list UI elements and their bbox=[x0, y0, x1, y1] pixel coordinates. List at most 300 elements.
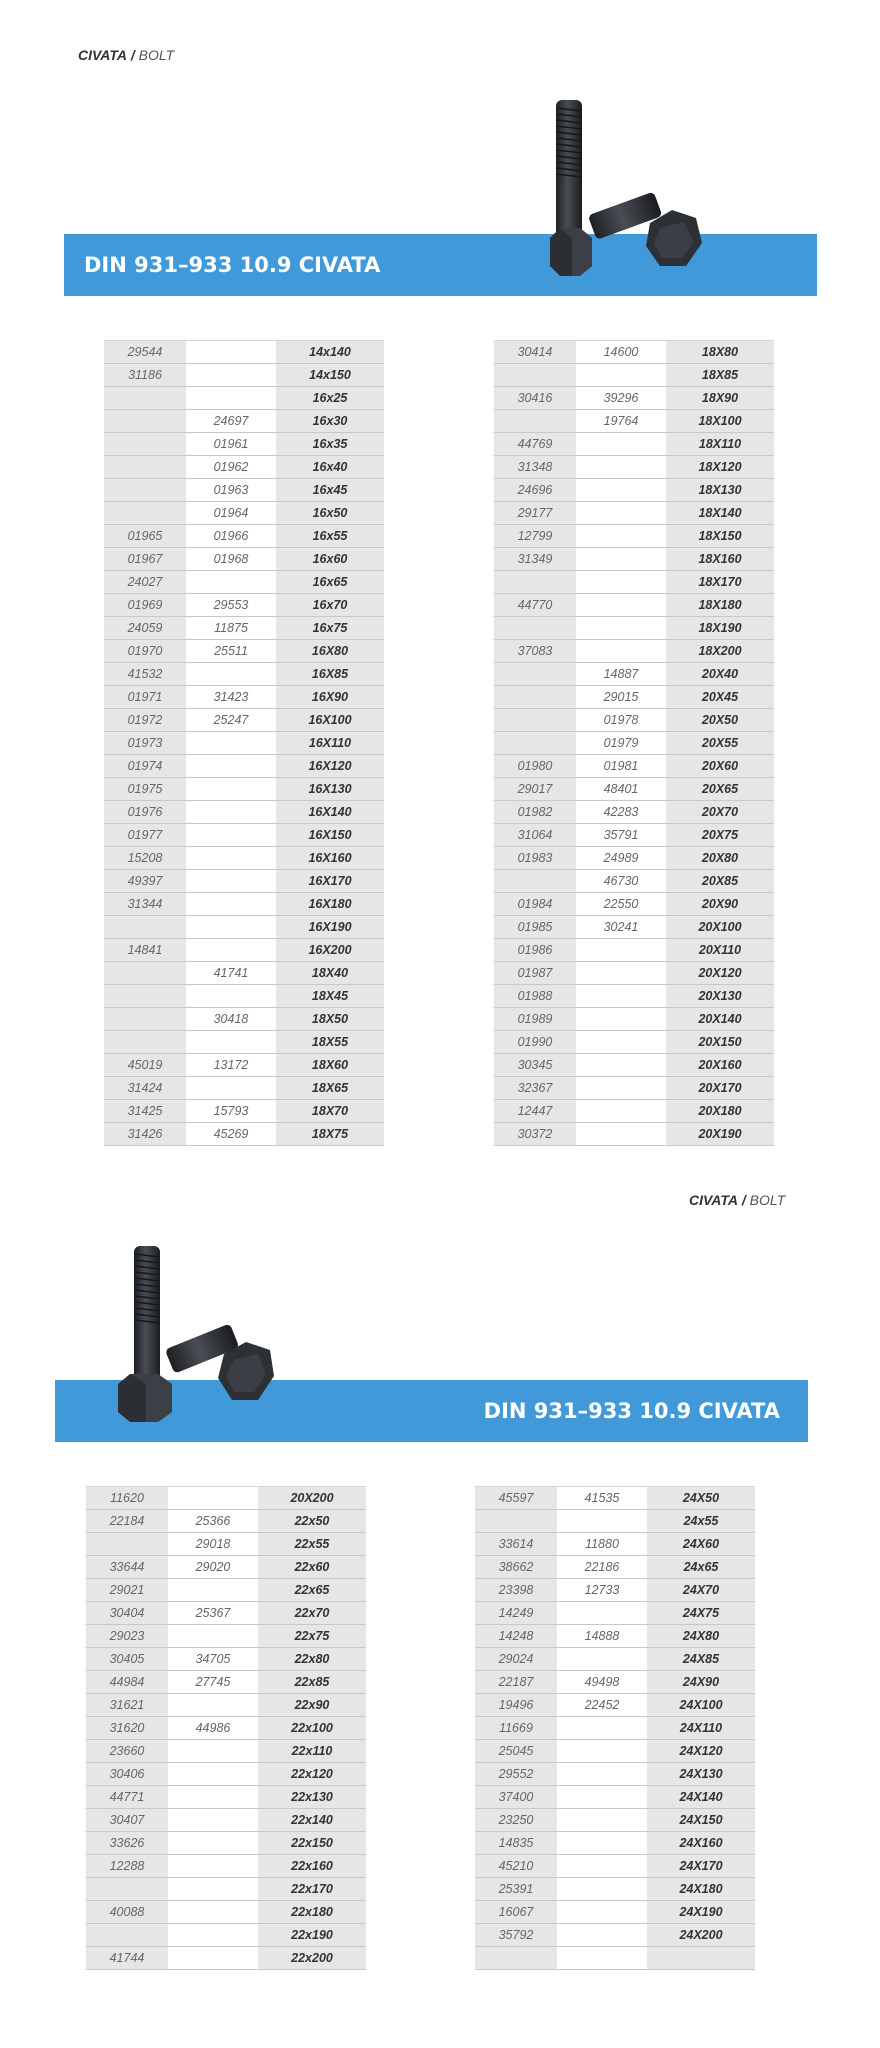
code-cell-a bbox=[104, 916, 186, 939]
table-row bbox=[494, 732, 774, 755]
code-cell-b: 30241 bbox=[576, 916, 666, 939]
size-cell: 20X70 bbox=[666, 801, 774, 824]
code-cell-b bbox=[186, 755, 276, 778]
size-cell: 24X110 bbox=[647, 1717, 755, 1740]
table-row bbox=[104, 824, 384, 847]
table-row bbox=[104, 456, 384, 479]
table-row bbox=[104, 1100, 384, 1123]
code-cell-b: 24989 bbox=[576, 847, 666, 870]
size-cell: 16X170 bbox=[276, 870, 384, 893]
table-row bbox=[475, 1717, 755, 1740]
code-cell-b: 22186 bbox=[557, 1556, 647, 1579]
code-cell-b bbox=[186, 387, 276, 410]
code-cell-a: 01972 bbox=[104, 709, 186, 732]
code-cell-a: 31426 bbox=[104, 1123, 186, 1146]
code-cell-b bbox=[168, 1901, 258, 1924]
table-row bbox=[104, 433, 384, 456]
section-label-sep: / bbox=[130, 47, 135, 63]
code-cell-b: 29018 bbox=[168, 1533, 258, 1556]
size-cell: 24X150 bbox=[647, 1809, 755, 1832]
code-cell-b bbox=[576, 1031, 666, 1054]
code-cell-a: 37083 bbox=[494, 640, 576, 663]
code-cell-b bbox=[576, 985, 666, 1008]
code-cell-a: 14249 bbox=[475, 1602, 557, 1625]
size-cell: 22x150 bbox=[258, 1832, 366, 1855]
size-cell: 20X190 bbox=[666, 1123, 774, 1146]
section-label-main: CIVATA bbox=[689, 1192, 738, 1208]
code-cell-b bbox=[576, 1008, 666, 1031]
table-row bbox=[494, 801, 774, 824]
table-row bbox=[104, 801, 384, 824]
table-row bbox=[86, 1579, 366, 1602]
table-row bbox=[104, 1031, 384, 1054]
code-cell-a bbox=[494, 732, 576, 755]
code-cell-b bbox=[576, 962, 666, 985]
code-cell-a: 01984 bbox=[494, 893, 576, 916]
table-row bbox=[86, 1533, 366, 1556]
code-cell-a: 23660 bbox=[86, 1740, 168, 1763]
size-cell: 16X150 bbox=[276, 824, 384, 847]
code-cell-b: 29020 bbox=[168, 1556, 258, 1579]
code-cell-b bbox=[168, 1924, 258, 1947]
section-label-main: CIVATA bbox=[78, 47, 127, 63]
size-cell: 22x55 bbox=[258, 1533, 366, 1556]
code-cell-b bbox=[576, 479, 666, 502]
size-cell: 22x140 bbox=[258, 1809, 366, 1832]
table-row bbox=[494, 410, 774, 433]
table-row bbox=[104, 502, 384, 525]
size-table-right bbox=[475, 1486, 755, 1970]
code-cell-b bbox=[186, 1077, 276, 1100]
size-cell: 22x85 bbox=[258, 1671, 366, 1694]
size-cell: 16X200 bbox=[276, 939, 384, 962]
code-cell-b bbox=[576, 1100, 666, 1123]
table-row bbox=[475, 1510, 755, 1533]
code-cell-b bbox=[168, 1740, 258, 1763]
code-cell-b: 01962 bbox=[186, 456, 276, 479]
size-cell: 20X85 bbox=[666, 870, 774, 893]
code-cell-b bbox=[557, 1510, 647, 1533]
code-cell-a: 44769 bbox=[494, 433, 576, 456]
code-cell-b bbox=[576, 1054, 666, 1077]
code-cell-b: 41741 bbox=[186, 962, 276, 985]
size-cell: 20X120 bbox=[666, 962, 774, 985]
table-row bbox=[494, 341, 774, 364]
table-row bbox=[104, 939, 384, 962]
code-cell-a bbox=[494, 410, 576, 433]
code-cell-a bbox=[86, 1924, 168, 1947]
size-cell: 20X170 bbox=[666, 1077, 774, 1100]
code-cell-a: 31348 bbox=[494, 456, 576, 479]
code-cell-b: 22452 bbox=[557, 1694, 647, 1717]
code-cell-b bbox=[557, 1901, 647, 1924]
code-cell-b: 22550 bbox=[576, 893, 666, 916]
size-cell: 16X120 bbox=[276, 755, 384, 778]
code-cell-a bbox=[104, 962, 186, 985]
code-cell-b bbox=[576, 1077, 666, 1100]
code-cell-b bbox=[576, 364, 666, 387]
code-cell-b bbox=[576, 548, 666, 571]
table-row bbox=[494, 1054, 774, 1077]
table-row bbox=[475, 1579, 755, 1602]
table-row bbox=[475, 1924, 755, 1947]
size-cell: 18X60 bbox=[276, 1054, 384, 1077]
size-cell: 18X200 bbox=[666, 640, 774, 663]
size-cell: 16X130 bbox=[276, 778, 384, 801]
table-row bbox=[494, 893, 774, 916]
size-cell: 20X160 bbox=[666, 1054, 774, 1077]
table-row bbox=[494, 1100, 774, 1123]
code-cell-a: 01967 bbox=[104, 548, 186, 571]
table-row bbox=[104, 594, 384, 617]
code-cell-b bbox=[557, 1763, 647, 1786]
table-row bbox=[475, 1901, 755, 1924]
code-cell-a: 01970 bbox=[104, 640, 186, 663]
size-cell: 20X140 bbox=[666, 1008, 774, 1031]
table-row bbox=[86, 1786, 366, 1809]
code-cell-b bbox=[576, 617, 666, 640]
code-cell-b bbox=[576, 1123, 666, 1146]
code-cell-a: 45210 bbox=[475, 1855, 557, 1878]
table-row bbox=[86, 1648, 366, 1671]
code-cell-b bbox=[186, 364, 276, 387]
code-cell-a: 35792 bbox=[475, 1924, 557, 1947]
code-cell-a: 30345 bbox=[494, 1054, 576, 1077]
size-cell: 16X160 bbox=[276, 847, 384, 870]
size-cell: 20X150 bbox=[666, 1031, 774, 1054]
code-cell-a: 31620 bbox=[86, 1717, 168, 1740]
code-cell-a: 14841 bbox=[104, 939, 186, 962]
table-row bbox=[494, 502, 774, 525]
table-row bbox=[104, 548, 384, 571]
code-cell-a: 30416 bbox=[494, 387, 576, 410]
code-cell-b bbox=[576, 525, 666, 548]
table-row bbox=[494, 663, 774, 686]
size-cell: 24X180 bbox=[647, 1878, 755, 1901]
size-cell: 20X45 bbox=[666, 686, 774, 709]
code-cell-a: 31424 bbox=[104, 1077, 186, 1100]
banner-title: DIN 931–933 10.9 CIVATA bbox=[84, 253, 381, 277]
size-cell: 18X50 bbox=[276, 1008, 384, 1031]
size-cell: 18X110 bbox=[666, 433, 774, 456]
size-cell: 16x30 bbox=[276, 410, 384, 433]
code-cell-b bbox=[168, 1832, 258, 1855]
table-row bbox=[104, 1077, 384, 1100]
size-cell: 18X180 bbox=[666, 594, 774, 617]
table-row bbox=[86, 1924, 366, 1947]
code-cell-b bbox=[186, 778, 276, 801]
size-cell: 22x80 bbox=[258, 1648, 366, 1671]
size-table-left bbox=[86, 1486, 366, 1970]
code-cell-b bbox=[576, 502, 666, 525]
table-row bbox=[475, 1809, 755, 1832]
code-cell-a: 44771 bbox=[86, 1786, 168, 1809]
code-cell-a: 29017 bbox=[494, 778, 576, 801]
table-row bbox=[475, 1556, 755, 1579]
table-row bbox=[86, 1625, 366, 1648]
code-cell-b bbox=[186, 663, 276, 686]
size-cell: 24X130 bbox=[647, 1763, 755, 1786]
code-cell-a: 30372 bbox=[494, 1123, 576, 1146]
code-cell-b bbox=[168, 1625, 258, 1648]
code-cell-a: 01974 bbox=[104, 755, 186, 778]
size-cell: 24X90 bbox=[647, 1671, 755, 1694]
code-cell-a: 37400 bbox=[475, 1786, 557, 1809]
code-cell-b: 44986 bbox=[168, 1717, 258, 1740]
code-cell-b bbox=[557, 1947, 647, 1970]
code-cell-a: 29177 bbox=[494, 502, 576, 525]
code-cell-a: 11669 bbox=[475, 1717, 557, 1740]
code-cell-a: 49397 bbox=[104, 870, 186, 893]
code-cell-b: 01966 bbox=[186, 525, 276, 548]
table-row bbox=[494, 778, 774, 801]
table-row bbox=[86, 1878, 366, 1901]
code-cell-b: 31423 bbox=[186, 686, 276, 709]
size-cell: 22x50 bbox=[258, 1510, 366, 1533]
table-row bbox=[494, 824, 774, 847]
code-cell-a bbox=[104, 502, 186, 525]
code-cell-b: 01963 bbox=[186, 479, 276, 502]
code-cell-b: 14887 bbox=[576, 663, 666, 686]
code-cell-a: 44770 bbox=[494, 594, 576, 617]
code-cell-b: 48401 bbox=[576, 778, 666, 801]
table-row bbox=[104, 640, 384, 663]
code-cell-b: 25366 bbox=[168, 1510, 258, 1533]
code-cell-a: 01985 bbox=[494, 916, 576, 939]
table-row bbox=[104, 387, 384, 410]
banner-title: DIN 931–933 10.9 CIVATA bbox=[483, 1399, 780, 1423]
code-cell-a: 23250 bbox=[475, 1809, 557, 1832]
code-cell-b bbox=[168, 1786, 258, 1809]
code-cell-b bbox=[557, 1717, 647, 1740]
code-cell-a: 31425 bbox=[104, 1100, 186, 1123]
size-cell: 16x60 bbox=[276, 548, 384, 571]
size-cell: 14x150 bbox=[276, 364, 384, 387]
size-cell: 20X100 bbox=[666, 916, 774, 939]
code-cell-a: 01975 bbox=[104, 778, 186, 801]
code-cell-b: 30418 bbox=[186, 1008, 276, 1031]
size-cell: 18X170 bbox=[666, 571, 774, 594]
size-cell: 16X180 bbox=[276, 893, 384, 916]
size-cell bbox=[647, 1947, 755, 1970]
table-row bbox=[494, 962, 774, 985]
code-cell-a: 12799 bbox=[494, 525, 576, 548]
code-cell-b bbox=[186, 870, 276, 893]
code-cell-a: 40088 bbox=[86, 1901, 168, 1924]
code-cell-a: 01969 bbox=[104, 594, 186, 617]
size-cell: 18X75 bbox=[276, 1123, 384, 1146]
size-cell: 16x70 bbox=[276, 594, 384, 617]
code-cell-b: 25511 bbox=[186, 640, 276, 663]
code-cell-a: 01987 bbox=[494, 962, 576, 985]
code-cell-a bbox=[475, 1947, 557, 1970]
code-cell-a: 01980 bbox=[494, 755, 576, 778]
size-cell: 22x190 bbox=[258, 1924, 366, 1947]
table-row bbox=[104, 410, 384, 433]
table-row bbox=[475, 1625, 755, 1648]
code-cell-b bbox=[186, 939, 276, 962]
code-cell-a bbox=[104, 456, 186, 479]
code-cell-b bbox=[576, 640, 666, 663]
table-row bbox=[494, 479, 774, 502]
size-cell: 24X120 bbox=[647, 1740, 755, 1763]
code-cell-a bbox=[104, 479, 186, 502]
size-cell: 18X100 bbox=[666, 410, 774, 433]
code-cell-b bbox=[576, 939, 666, 962]
code-cell-a: 33644 bbox=[86, 1556, 168, 1579]
table-row bbox=[475, 1832, 755, 1855]
size-cell: 16X140 bbox=[276, 801, 384, 824]
code-cell-a bbox=[494, 571, 576, 594]
table-row bbox=[475, 1602, 755, 1625]
table-row bbox=[86, 1740, 366, 1763]
table-row bbox=[494, 1008, 774, 1031]
size-cell: 24X140 bbox=[647, 1786, 755, 1809]
code-cell-a bbox=[104, 985, 186, 1008]
table-row bbox=[494, 847, 774, 870]
code-cell-a: 01971 bbox=[104, 686, 186, 709]
code-cell-b bbox=[186, 916, 276, 939]
code-cell-a: 25391 bbox=[475, 1878, 557, 1901]
code-cell-b bbox=[186, 341, 276, 364]
size-cell: 22x180 bbox=[258, 1901, 366, 1924]
size-cell: 22x110 bbox=[258, 1740, 366, 1763]
size-cell: 16X100 bbox=[276, 709, 384, 732]
table-row bbox=[494, 755, 774, 778]
code-cell-b: 41535 bbox=[557, 1487, 647, 1510]
code-cell-a: 22187 bbox=[475, 1671, 557, 1694]
size-cell: 18X190 bbox=[666, 617, 774, 640]
code-cell-a: 01988 bbox=[494, 985, 576, 1008]
size-cell: 18X80 bbox=[666, 341, 774, 364]
code-cell-a bbox=[494, 364, 576, 387]
table-row bbox=[494, 985, 774, 1008]
table-row bbox=[104, 916, 384, 939]
code-cell-b bbox=[186, 1031, 276, 1054]
table-row bbox=[86, 1855, 366, 1878]
table-row bbox=[494, 548, 774, 571]
section-label bbox=[689, 1192, 785, 1208]
size-cell: 20X200 bbox=[258, 1487, 366, 1510]
table-row bbox=[475, 1786, 755, 1809]
size-cell: 20X90 bbox=[666, 893, 774, 916]
code-cell-b bbox=[186, 985, 276, 1008]
code-cell-a bbox=[494, 663, 576, 686]
code-cell-b bbox=[168, 1694, 258, 1717]
table-row bbox=[475, 1487, 755, 1510]
code-cell-b bbox=[557, 1809, 647, 1832]
size-cell: 22x65 bbox=[258, 1579, 366, 1602]
table-row bbox=[494, 939, 774, 962]
code-cell-b: 01968 bbox=[186, 548, 276, 571]
code-cell-a: 24027 bbox=[104, 571, 186, 594]
code-cell-b bbox=[168, 1487, 258, 1510]
size-cell: 14x140 bbox=[276, 341, 384, 364]
code-cell-a: 44984 bbox=[86, 1671, 168, 1694]
code-cell-b bbox=[557, 1740, 647, 1763]
code-cell-a: 41532 bbox=[104, 663, 186, 686]
code-cell-a: 24059 bbox=[104, 617, 186, 640]
code-cell-b: 14600 bbox=[576, 341, 666, 364]
code-cell-b: 42283 bbox=[576, 801, 666, 824]
table-row bbox=[104, 364, 384, 387]
table-row bbox=[86, 1487, 366, 1510]
section-label-sub: BOLT bbox=[749, 1192, 786, 1208]
code-cell-a bbox=[86, 1533, 168, 1556]
table-row bbox=[494, 916, 774, 939]
code-cell-a: 29021 bbox=[86, 1579, 168, 1602]
code-cell-b bbox=[186, 824, 276, 847]
code-cell-a: 15208 bbox=[104, 847, 186, 870]
code-cell-a: 32367 bbox=[494, 1077, 576, 1100]
size-cell: 18X120 bbox=[666, 456, 774, 479]
code-cell-a: 12447 bbox=[494, 1100, 576, 1123]
table-row bbox=[494, 571, 774, 594]
code-cell-a: 23398 bbox=[475, 1579, 557, 1602]
code-cell-a: 01973 bbox=[104, 732, 186, 755]
code-cell-b bbox=[186, 732, 276, 755]
table-row bbox=[86, 1901, 366, 1924]
table-row bbox=[86, 1763, 366, 1786]
size-cell: 18X130 bbox=[666, 479, 774, 502]
code-cell-b: 25247 bbox=[186, 709, 276, 732]
code-cell-b bbox=[576, 594, 666, 617]
code-cell-a bbox=[494, 709, 576, 732]
code-cell-a: 01977 bbox=[104, 824, 186, 847]
size-cell: 16x75 bbox=[276, 617, 384, 640]
code-cell-b: 01978 bbox=[576, 709, 666, 732]
size-cell: 20X110 bbox=[666, 939, 774, 962]
size-cell: 18X90 bbox=[666, 387, 774, 410]
table-row bbox=[475, 1763, 755, 1786]
size-cell: 18X140 bbox=[666, 502, 774, 525]
code-cell-a: 25045 bbox=[475, 1740, 557, 1763]
code-cell-a bbox=[86, 1878, 168, 1901]
size-cell: 16X90 bbox=[276, 686, 384, 709]
code-cell-b bbox=[557, 1602, 647, 1625]
size-cell: 18X65 bbox=[276, 1077, 384, 1100]
table-row bbox=[86, 1602, 366, 1625]
code-cell-b: 01979 bbox=[576, 732, 666, 755]
size-cell: 22x100 bbox=[258, 1717, 366, 1740]
code-cell-a: 29552 bbox=[475, 1763, 557, 1786]
size-cell: 16x40 bbox=[276, 456, 384, 479]
table-row bbox=[494, 686, 774, 709]
table-row bbox=[494, 387, 774, 410]
code-cell-a: 19496 bbox=[475, 1694, 557, 1717]
code-cell-b bbox=[557, 1648, 647, 1671]
table-row bbox=[494, 1123, 774, 1146]
code-cell-a: 12288 bbox=[86, 1855, 168, 1878]
code-cell-a: 16067 bbox=[475, 1901, 557, 1924]
code-cell-b bbox=[576, 433, 666, 456]
table-row bbox=[104, 1054, 384, 1077]
code-cell-a bbox=[475, 1510, 557, 1533]
table-row bbox=[86, 1717, 366, 1740]
size-cell: 20X55 bbox=[666, 732, 774, 755]
code-cell-a: 29023 bbox=[86, 1625, 168, 1648]
size-cell: 24X160 bbox=[647, 1832, 755, 1855]
table-row bbox=[475, 1694, 755, 1717]
code-cell-a: 45019 bbox=[104, 1054, 186, 1077]
code-cell-a: 01990 bbox=[494, 1031, 576, 1054]
code-cell-b bbox=[557, 1924, 647, 1947]
code-cell-a: 41744 bbox=[86, 1947, 168, 1970]
table-row bbox=[104, 617, 384, 640]
code-cell-b: 13172 bbox=[186, 1054, 276, 1077]
table-row bbox=[104, 571, 384, 594]
size-cell: 20X130 bbox=[666, 985, 774, 1008]
